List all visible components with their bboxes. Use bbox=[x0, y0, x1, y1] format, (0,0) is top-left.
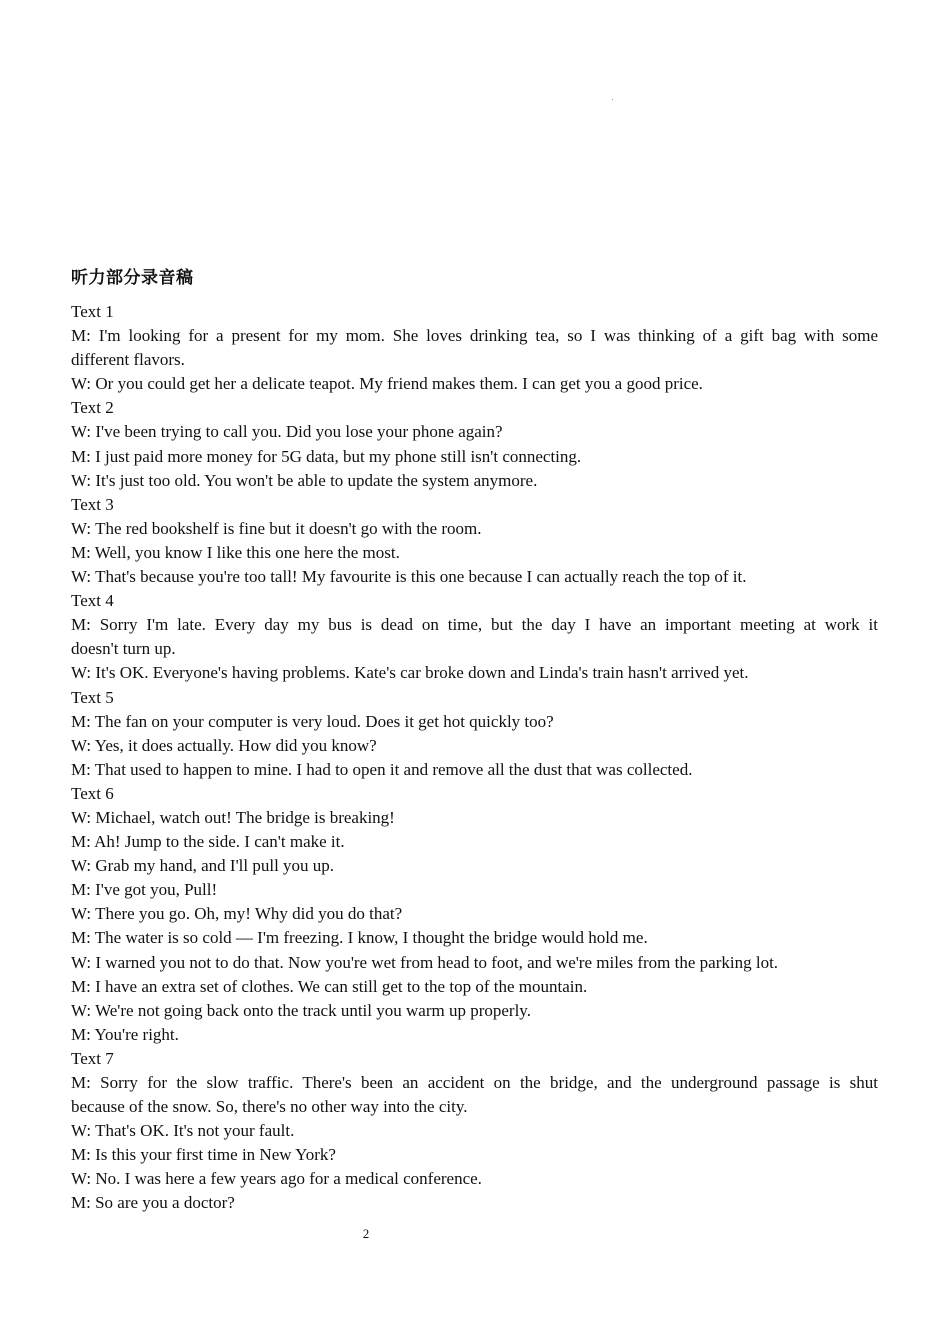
text-label: Text 4 bbox=[71, 591, 114, 611]
dialogue-line: because of the snow. So, there's no other way into the city. bbox=[71, 1097, 468, 1117]
dialogue-line: W: It's OK. Everyone's having problems. Kate's car broke down and Linda's train hasn't arrived yet. bbox=[71, 663, 749, 683]
dialogue-line: W: Grab my hand, and I'll pull you up. bbox=[71, 856, 335, 876]
dialogue-line: doesn't turn up. bbox=[71, 639, 176, 659]
dialogue-line: W: No. I was here a few years ago for a medical conference. bbox=[71, 1169, 482, 1189]
scan-speck bbox=[612, 99, 613, 100]
dialogue-line: W: We're not going back onto the track until you warm up properly. bbox=[71, 1000, 531, 1020]
text-label: Text 5 bbox=[71, 687, 114, 707]
text-label: Text 1 bbox=[71, 302, 114, 321]
text-label: Text 3 bbox=[71, 494, 114, 514]
dialogue-line: W: Michael, watch out! The bridge is breaking! bbox=[71, 807, 395, 827]
dialogue-line: M: I've got you, Pull! bbox=[71, 880, 218, 900]
text-label: Text 7 bbox=[71, 1048, 114, 1068]
page-number: 2 bbox=[362, 1226, 370, 1241]
text-label: Text 6 bbox=[71, 783, 114, 803]
dialogue-line: M: Sorry for the slow traffic. There's been an accident on the bridge, and the underground passage is shut bbox=[71, 1073, 878, 1092]
dialogue-line: W: Or you could get her a delicate teapot. My friend makes them. I can get you a good price. bbox=[71, 374, 703, 394]
dialogue-line: M: The water is so cold — I'm freezing. I know, I thought the bridge would hold me. bbox=[71, 928, 648, 948]
dialogue-line: M: You're right. bbox=[71, 1024, 179, 1044]
dialogue-line: M: Well, you know I like this one here the most. bbox=[71, 542, 400, 562]
dialogue-line: M: Is this your first time in New York? bbox=[71, 1145, 336, 1165]
dialogue-line: M: So are you a doctor? bbox=[71, 1193, 235, 1213]
dialogue-line: M: The fan on your computer is very loud. Does it get hot quickly too? bbox=[71, 711, 554, 731]
transcript-body bbox=[71, 300, 878, 1216]
dialogue-line: M: Sorry I'm late. Every day my bus is dead on time, but the day I have an important meeting at work it bbox=[71, 615, 878, 635]
dialogue-line: W: Yes, it does actually. How did you know? bbox=[71, 735, 377, 755]
dialogue-line: W: It's just too old. You won't be able to update the system anymore. bbox=[71, 470, 538, 490]
dialogue-line: W: That's because you're too tall! My favourite is this one because I can actually reach the top of it. bbox=[71, 567, 747, 587]
dialogue-line: W: I warned you not to do that. Now you're wet from head to foot, and we're miles from the parking lot. bbox=[71, 952, 779, 972]
dialogue-line: M: Ah! Jump to the side. I can't make it. bbox=[71, 832, 345, 852]
dialogue-line: W: There you go. Oh, my! Why did you do that? bbox=[71, 904, 403, 924]
text-label: Text 2 bbox=[71, 398, 114, 418]
dialogue-line: W: I've been trying to call you. Did you lose your phone again? bbox=[71, 422, 503, 442]
dialogue-line: W: That's OK. It's not your fault. bbox=[71, 1121, 295, 1141]
dialogue-line: different flavors. bbox=[71, 350, 185, 370]
dialogue-line: M: That used to happen to mine. I had to open it and remove all the dust that was collected. bbox=[71, 759, 693, 779]
section-heading: 听力部分录音稿 bbox=[71, 268, 194, 288]
dialogue-line: M: I have an extra set of clothes. We can still get to the top of the mountain. bbox=[71, 976, 588, 996]
dialogue-line: M: I'm looking for a present for my mom. She loves drinking tea, so I was thinking of a gift bag with some bbox=[71, 326, 878, 346]
dialogue-line: W: The red bookshelf is fine but it doesn't go with the room. bbox=[71, 518, 482, 538]
dialogue-line: M: I just paid more money for 5G data, but my phone still isn't connecting. bbox=[71, 446, 582, 466]
